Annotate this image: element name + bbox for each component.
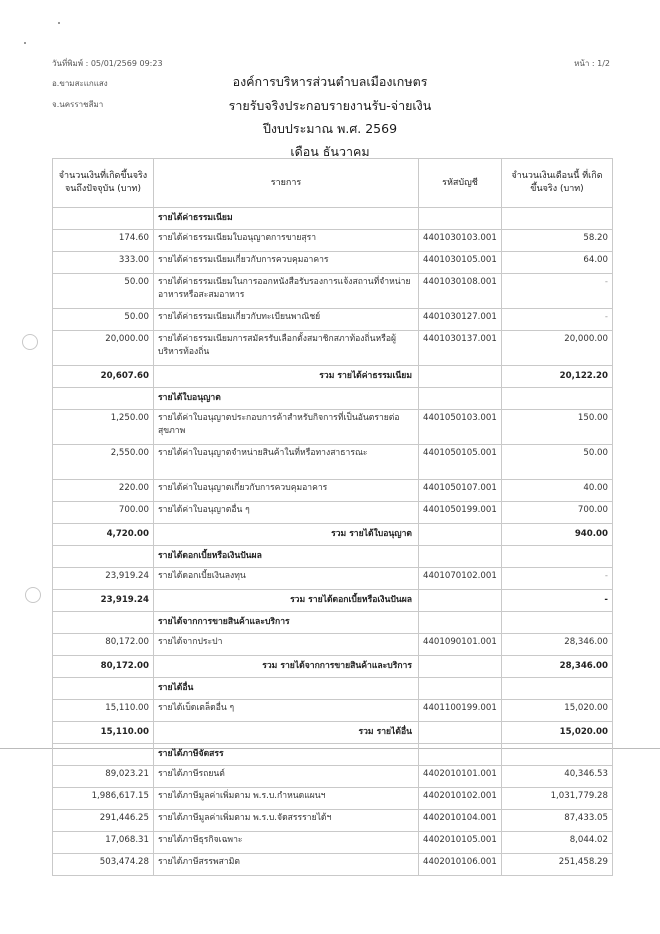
report-title: รายรับจริงประกอบรายงานรับ-จ่ายเงิน: [228, 98, 432, 113]
ytd-amount: 220.00: [53, 480, 154, 502]
group-header-row: [53, 744, 613, 766]
account-code: 4401050103.001: [419, 410, 502, 445]
account-code: 4402010101.001: [419, 766, 502, 788]
col-header-ytd: จำนวนเงินที่เกิดขึ้นจริง จนถึงปัจจุบัน (บาท): [53, 159, 154, 208]
month-amount: 58.20: [502, 230, 613, 252]
month-amount: 87,433.05: [502, 810, 613, 832]
month-amount: 1,031,779.28: [502, 788, 613, 810]
col-header-item: รายการ: [154, 159, 419, 208]
item-description: รายได้ค่าธรรมเนียมใบอนุญาตการขายสุรา: [154, 230, 419, 252]
group-header-row: [53, 208, 613, 230]
account-code: 4401090101.001: [419, 634, 502, 656]
ytd-amount: 1,250.00: [53, 410, 154, 445]
account-code: 4402010104.001: [419, 810, 502, 832]
month-amount: 64.00: [502, 252, 613, 274]
group-name: รายได้ภาษีจัดสรร: [154, 744, 419, 766]
table-body: [53, 208, 613, 876]
item-description: รายได้ภาษีสรรพสามิต: [154, 854, 419, 876]
ytd-amount: 700.00: [53, 502, 154, 524]
table-row: [53, 766, 613, 788]
table-row: [53, 568, 613, 590]
account-cell: [419, 744, 502, 766]
org-name: องค์การบริหารส่วนตำบลเมืองเกษตร: [232, 74, 428, 89]
table-row: [53, 445, 613, 480]
group-header-row: [53, 388, 613, 410]
ytd-amount: 2,550.00: [53, 445, 154, 480]
total-ytd: 20,607.60: [53, 366, 154, 388]
month-cell: [502, 678, 613, 700]
month-amount: 700.00: [502, 502, 613, 524]
item-description: รายได้ภาษีมูลค่าเพิ่มตาม พ.ร.บ.กำหนดแผนฯ: [154, 788, 419, 810]
month-cell: [502, 744, 613, 766]
item-description: รายได้ค่าใบอนุญาตประกอบการค้าสำหรับกิจการที่เป็นอันตรายต่อสุขภาพ: [154, 410, 419, 445]
group-total-row: [53, 656, 613, 678]
print-date: วันที่พิมพ์ : 05/01/2569 09:23: [52, 59, 163, 68]
table-row: [53, 700, 613, 722]
ytd-cell: [53, 612, 154, 634]
account-cell: [419, 722, 502, 744]
total-ytd: 80,172.00: [53, 656, 154, 678]
ytd-amount: 503,474.28: [53, 854, 154, 876]
table-row: [53, 854, 613, 876]
month-amount: 15,020.00: [502, 700, 613, 722]
account-cell: [419, 366, 502, 388]
item-description: รายได้ภาษีมูลค่าเพิ่มตาม พ.ร.บ.จัดสรรรายได้ฯ: [154, 810, 419, 832]
group-header-row: [53, 546, 613, 568]
table-header-row: [53, 159, 613, 208]
month-cell: [502, 612, 613, 634]
month-amount: 20,000.00: [502, 331, 613, 366]
account-code: 4401030108.001: [419, 274, 502, 309]
total-label: รวม รายได้ใบอนุญาต: [154, 524, 419, 546]
page-number: หน้า : 1/2: [574, 59, 610, 68]
table-row: [53, 810, 613, 832]
table-row: [53, 274, 613, 309]
account-cell: [419, 612, 502, 634]
month-cell: [502, 388, 613, 410]
account-cell: [419, 656, 502, 678]
account-cell: [419, 546, 502, 568]
ytd-cell: [53, 208, 154, 230]
scan-speck: [24, 42, 26, 44]
group-total-row: [53, 366, 613, 388]
item-description: รายได้ค่าใบอนุญาตเกี่ยวกับการควบคุมอาคาร: [154, 480, 419, 502]
col-header-month: จำนวนเงินเดือนนี้ ที่เกิดขึ้นจริง (บาท): [502, 159, 613, 208]
account-code: 4401100199.001: [419, 700, 502, 722]
item-description: รายได้ภาษีรถยนต์: [154, 766, 419, 788]
total-month: -: [502, 590, 613, 612]
item-description: รายได้ค่าธรรมเนียมเกี่ยวกับทะเบียนพาณิชย์: [154, 309, 419, 331]
account-code: 4401050107.001: [419, 480, 502, 502]
month-amount: 40.00: [502, 480, 613, 502]
group-total-row: [53, 722, 613, 744]
col-header-account: รหัสบัญชี: [419, 159, 502, 208]
account-code: 4401070102.001: [419, 568, 502, 590]
total-month: 28,346.00: [502, 656, 613, 678]
ytd-amount: 20,000.00: [53, 331, 154, 366]
province: จ.นครราชสีมา: [52, 100, 104, 109]
report-month: เดือน ธันวาคม: [290, 144, 370, 159]
group-header-row: [53, 612, 613, 634]
ytd-amount: 333.00: [53, 252, 154, 274]
revenue-table: [52, 158, 613, 876]
item-description: รายได้เบ็ดเตล็ดอื่น ๆ: [154, 700, 419, 722]
table-row: [53, 309, 613, 331]
ytd-amount: 291,446.25: [53, 810, 154, 832]
group-name: รายได้ดอกเบี้ยหรือเงินปันผล: [154, 546, 419, 568]
scan-speck: [58, 22, 60, 24]
ytd-amount: 80,172.00: [53, 634, 154, 656]
account-code: 4401030103.001: [419, 230, 502, 252]
account-code: 4402010106.001: [419, 854, 502, 876]
item-description: รายได้จากประปา: [154, 634, 419, 656]
account-code: 4401030127.001: [419, 309, 502, 331]
table-row: [53, 480, 613, 502]
table-row: [53, 788, 613, 810]
ytd-amount: 1,986,617.15: [53, 788, 154, 810]
ytd-amount: 89,023.21: [53, 766, 154, 788]
month-amount: 50.00: [502, 445, 613, 480]
item-description: รายได้ค่าใบอนุญาตจำหน่ายสินค้าในที่หรือทางสาธารณะ: [154, 445, 419, 480]
month-amount: 251,458.29: [502, 854, 613, 876]
account-cell: [419, 678, 502, 700]
group-header-row: [53, 678, 613, 700]
ytd-amount: 15,110.00: [53, 700, 154, 722]
ytd-amount: 17,068.31: [53, 832, 154, 854]
table-row: [53, 230, 613, 252]
ytd-cell: [53, 678, 154, 700]
ytd-amount: 50.00: [53, 274, 154, 309]
ytd-amount: 23,919.24: [53, 568, 154, 590]
account-code: 4401050105.001: [419, 445, 502, 480]
account-cell: [419, 590, 502, 612]
item-description: รายได้ค่าใบอนุญาตอื่น ๆ: [154, 502, 419, 524]
item-description: รายได้ภาษีธุรกิจเฉพาะ: [154, 832, 419, 854]
table-row: [53, 410, 613, 445]
account-code: 4401030105.001: [419, 252, 502, 274]
punch-hole: [25, 587, 41, 603]
punch-hole: [22, 334, 38, 350]
ytd-amount: 174.60: [53, 230, 154, 252]
ytd-cell: [53, 546, 154, 568]
ytd-amount: 50.00: [53, 309, 154, 331]
month-amount: -: [502, 309, 613, 331]
table-row: [53, 502, 613, 524]
group-name: รายได้ใบอนุญาต: [154, 388, 419, 410]
month-amount: -: [502, 274, 613, 309]
account-code: 4401050199.001: [419, 502, 502, 524]
total-ytd: 15,110.00: [53, 722, 154, 744]
table-row: [53, 634, 613, 656]
month-cell: [502, 546, 613, 568]
account-cell: [419, 208, 502, 230]
item-description: รายได้ค่าธรรมเนียมการสมัครรับเลือกตั้งสมาชิกสภาท้องถิ่นหรือผู้บริหารท้องถิ่น: [154, 331, 419, 366]
item-description: รายได้ดอกเบี้ยเงินลงทุน: [154, 568, 419, 590]
table-row: [53, 331, 613, 366]
month-amount: -: [502, 568, 613, 590]
account-cell: [419, 524, 502, 546]
month-amount: 8,044.02: [502, 832, 613, 854]
account-code: 4401030137.001: [419, 331, 502, 366]
group-name: รายได้จากการขายสินค้าและบริการ: [154, 612, 419, 634]
total-month: 20,122.20: [502, 366, 613, 388]
item-description: รายได้ค่าธรรมเนียมเกี่ยวกับการควบคุมอาคาร: [154, 252, 419, 274]
month-cell: [502, 208, 613, 230]
total-label: รวม รายได้อื่น: [154, 722, 419, 744]
total-month: 940.00: [502, 524, 613, 546]
table-row: [53, 252, 613, 274]
month-amount: 150.00: [502, 410, 613, 445]
ytd-cell: [53, 388, 154, 410]
total-label: รวม รายได้ค่าธรรมเนียม: [154, 366, 419, 388]
total-ytd: 4,720.00: [53, 524, 154, 546]
group-total-row: [53, 590, 613, 612]
item-description: รายได้ค่าธรรมเนียมในการออกหนังสือรับรองการแจ้งสถานที่จำหน่ายอาหารหรือสะสมอาหาร: [154, 274, 419, 309]
month-amount: 28,346.00: [502, 634, 613, 656]
ytd-cell: [53, 744, 154, 766]
district: อ.ขามสะแกแสง: [52, 79, 108, 88]
group-name: รายได้อื่น: [154, 678, 419, 700]
month-amount: 40,346.53: [502, 766, 613, 788]
group-name: รายได้ค่าธรรมเนียม: [154, 208, 419, 230]
total-ytd: 23,919.24: [53, 590, 154, 612]
group-total-row: [53, 524, 613, 546]
total-label: รวม รายได้ดอกเบี้ยหรือเงินปันผล: [154, 590, 419, 612]
account-code: 4402010105.001: [419, 832, 502, 854]
account-code: 4402010102.001: [419, 788, 502, 810]
total-month: 15,020.00: [502, 722, 613, 744]
table-row: [53, 832, 613, 854]
fiscal-year: ปีงบประมาณ พ.ศ. 2569: [262, 121, 398, 136]
total-label: รวม รายได้จากการขายสินค้าและบริการ: [154, 656, 419, 678]
account-cell: [419, 388, 502, 410]
